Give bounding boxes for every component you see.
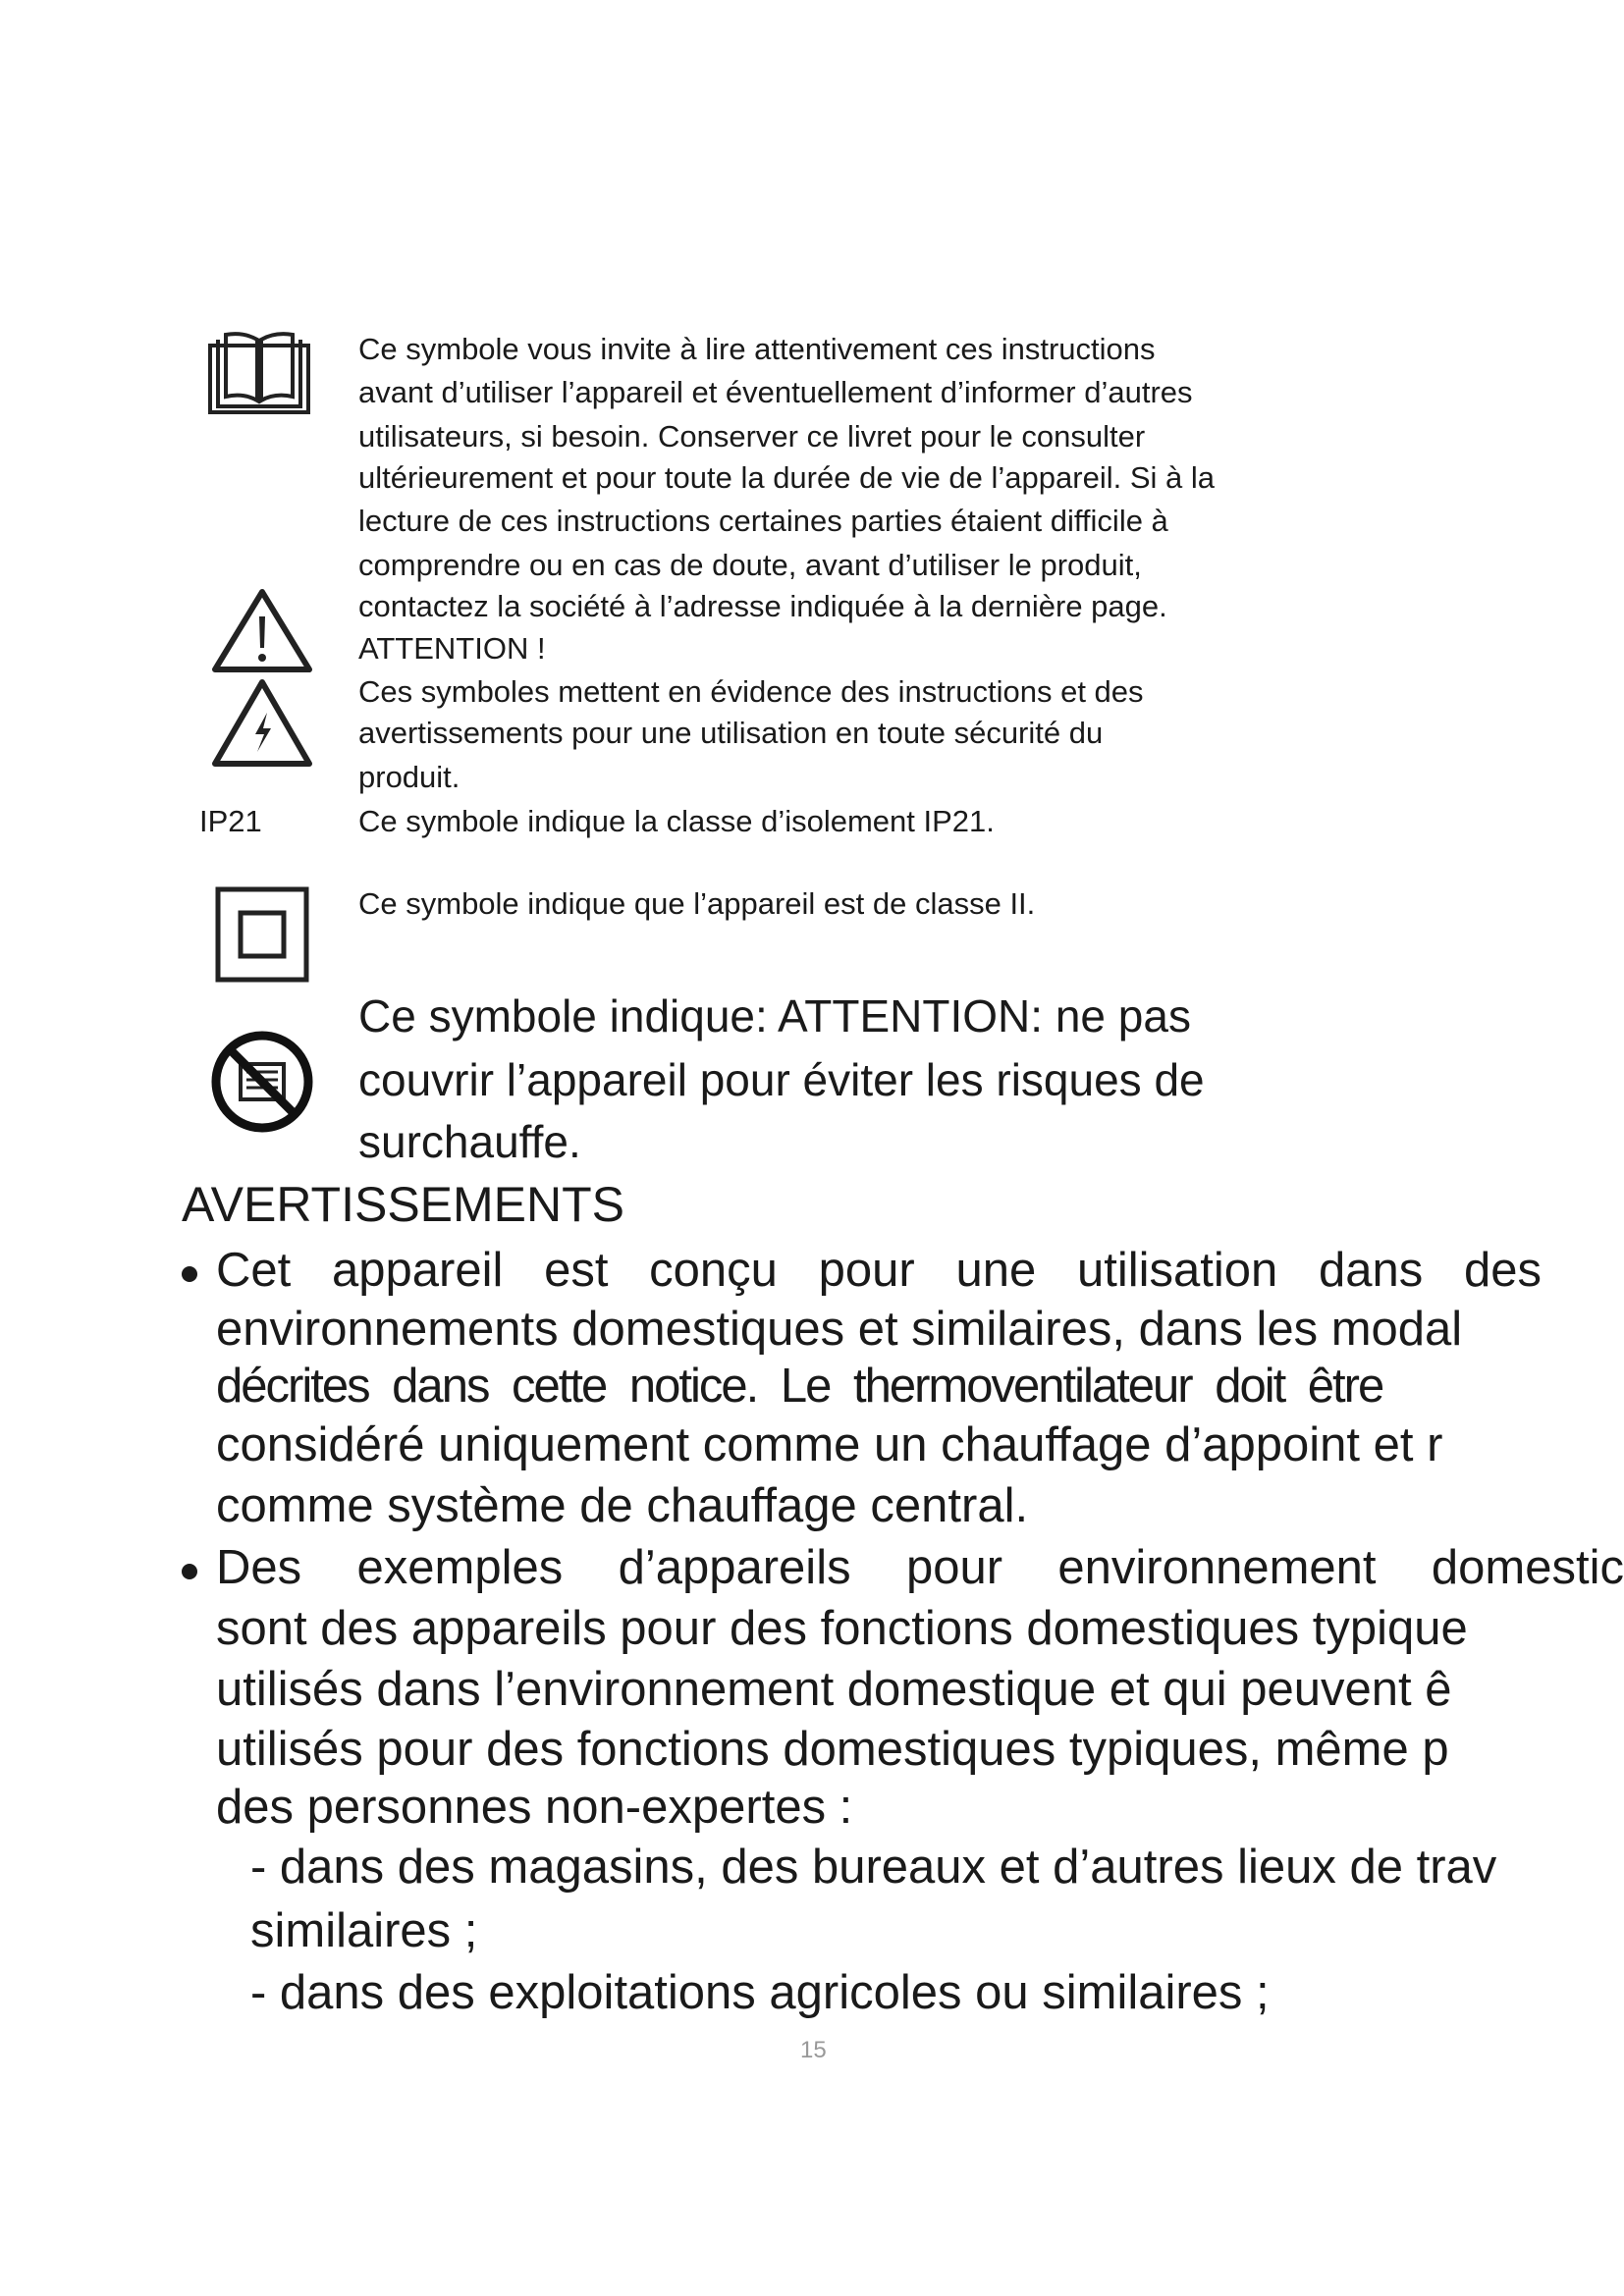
attention-text: produit.: [358, 760, 460, 794]
sub-item-text: - dans des exploitations agricoles ou similaires ;: [250, 1966, 1270, 2019]
read-manual-icon: [206, 332, 312, 416]
warning-text: considéré uniquement comme un chauffage d’appoint et r: [216, 1418, 1443, 1471]
ip21-label: IP21: [199, 804, 262, 838]
no-cover-text: Ce symbole indique: ATTENTION: ne pas: [358, 990, 1191, 1041]
electric-hazard-icon: [210, 677, 314, 770]
attention-text: Ces symboles mettent en évidence des instructions et des: [358, 674, 1144, 709]
class-ii-text: Ce symbole indique que l’appareil est de classe II.: [358, 886, 1036, 921]
bullet-icon: [182, 1564, 197, 1579]
read-manual-text: comprendre ou en cas de doute, avant d’utiliser le produit,: [358, 548, 1142, 582]
read-manual-text: Ce symbole vous invite à lire attentivement ces instructions: [358, 332, 1156, 366]
warning-text: environnements domestiques et similaires, dans les modal: [216, 1303, 1463, 1356]
attention-text: avertissements pour une utilisation en toute sécurité du: [358, 716, 1104, 750]
ip21-text: Ce symbole indique la classe d’isolement IP21.: [358, 804, 995, 838]
sub-item-text: similaires ;: [250, 1904, 478, 1957]
read-manual-text: ultérieurement et pour toute la durée de vie de l’appareil. Si à la: [358, 460, 1215, 495]
read-manual-text: utilisateurs, si besoin. Conserver ce livret pour le consulter: [358, 419, 1146, 454]
page-number: 15: [800, 2037, 827, 2063]
no-cover-text: surchauffe.: [358, 1116, 581, 1167]
do-not-cover-icon: [209, 1029, 315, 1135]
no-cover-text: couvrir l’appareil pour éviter les risques de: [358, 1054, 1205, 1105]
read-manual-text: lecture de ces instructions certaines parties étaient difficile à: [358, 504, 1168, 538]
warning-text: Des exemples d’appareils pour environnement domestic: [216, 1541, 1624, 1594]
warning-text: sont des appareils pour des fonctions domestiques typique: [216, 1602, 1468, 1655]
warnings-heading: AVERTISSEMENTS: [182, 1177, 625, 1232]
bullet-icon: [182, 1266, 197, 1282]
read-manual-text: avant d’utiliser l’appareil et éventuellement d’informer d’autres: [358, 375, 1193, 409]
warning-text: comme système de chauffage central.: [216, 1479, 1029, 1532]
warning-exclamation-icon: [210, 587, 314, 675]
sub-item-text: - dans des magasins, des bureaux et d’autres lieux de trav: [250, 1841, 1497, 1894]
warning-text: utilisés pour des fonctions domestiques typiques, même p: [216, 1723, 1449, 1776]
attention-title: ATTENTION !: [358, 631, 546, 666]
warning-text: Cet appareil est conçu pour une utilisation dans des: [216, 1244, 1542, 1297]
read-manual-text: contactez la société à l’adresse indiquée à la dernière page.: [358, 589, 1167, 623]
class-ii-icon: [215, 886, 309, 983]
warning-text: décrites dans cette notice. Le thermoventilateur doit être: [216, 1360, 1383, 1413]
warning-text: utilisés dans l’environnement domestique et qui peuvent ê: [216, 1663, 1452, 1716]
warning-text: des personnes non-expertes :: [216, 1781, 853, 1834]
